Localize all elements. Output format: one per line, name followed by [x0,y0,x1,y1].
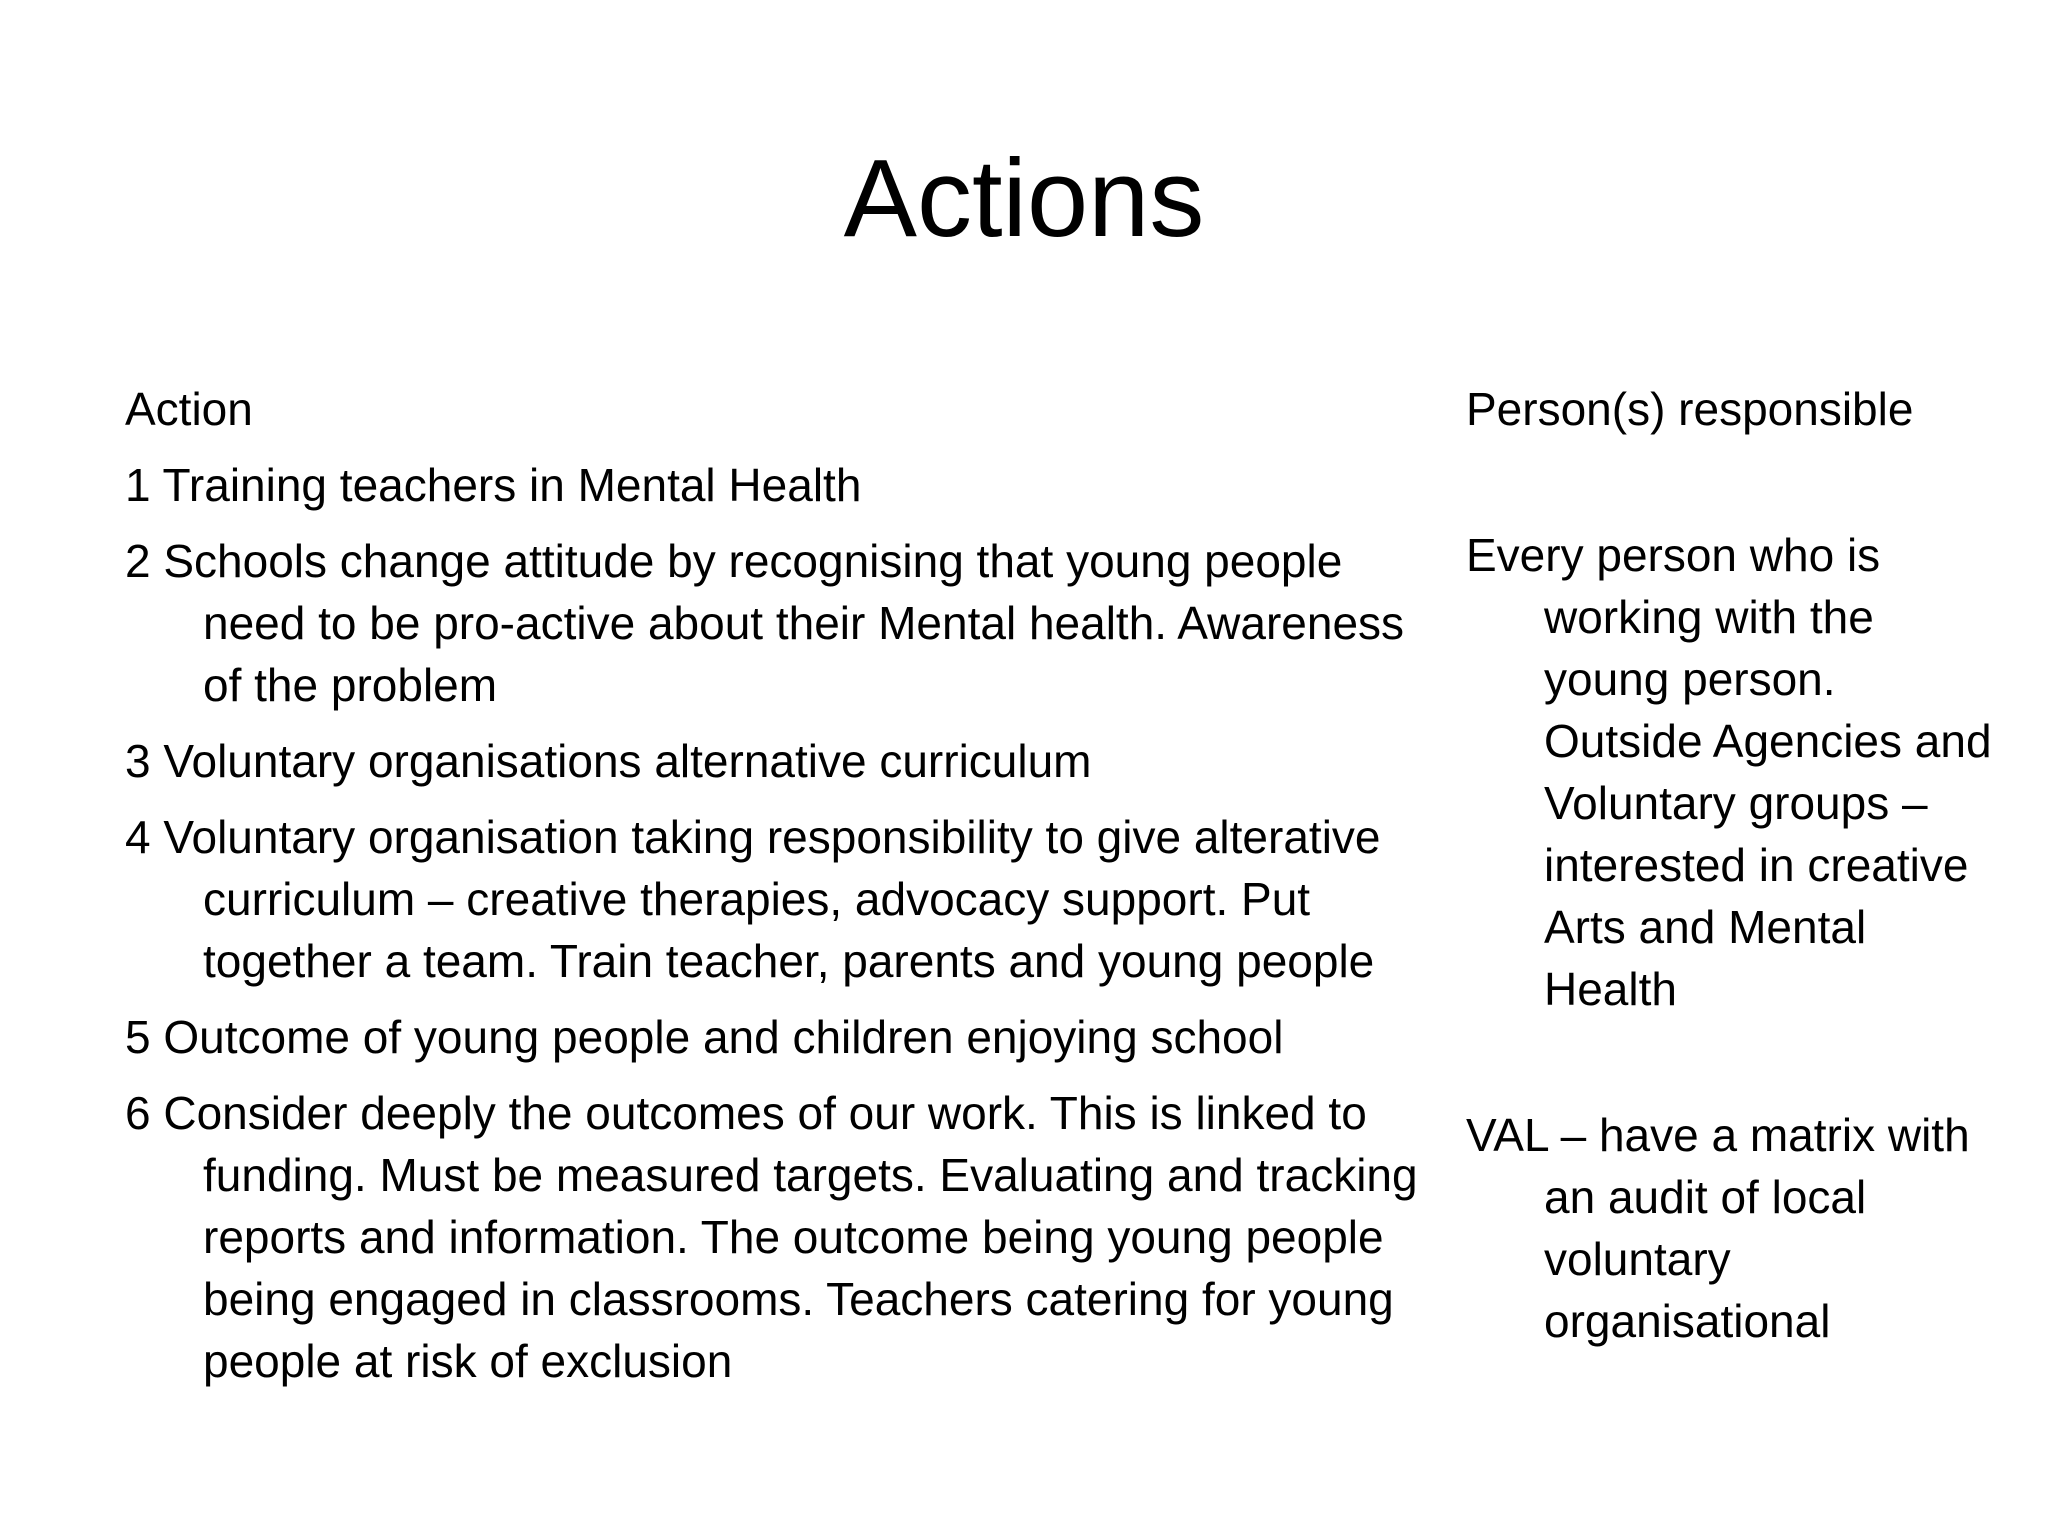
responsible-item-1: Every person who is working with the young person. Outside Agencies and Voluntary groups – interested in creative Arts and Mental Health [1466,529,1992,1015]
action-item-6: 6 Consider deeply the outcomes of our work. This is linked to funding. Must be measured targets. Evaluating and tracking reports and information. The outcome being young people being engaged in classrooms. Teachers catering for young people at risk of exclusion [125,1087,1418,1387]
actions-header: Action [125,383,253,435]
page-title: Actions [843,137,1205,260]
action-item-2: 2 Schools change attitude by recognising that young people need to be pro-active about their Mental health. Awareness of the problem [125,535,1405,711]
responsible-item-2: VAL – have a matrix with an audit of local voluntary organisational [1466,1109,1970,1347]
action-item-1: 1 Training teachers in Mental Health [125,459,862,511]
responsible-column [1466,378,2006,1352]
action-item-3: 3 Voluntary organisations alternative curriculum [125,735,1092,787]
responsible-header: Person(s) responsible [1466,383,1914,435]
actions-column [125,378,1425,1406]
action-item-4: 4 Voluntary organisation taking responsibility to give alterative curriculum – creative therapies, advocacy support. Put together a team. Train teacher, parents and young people [125,811,1381,987]
action-item-5: 5 Outcome of young people and children enjoying school [125,1011,1284,1063]
